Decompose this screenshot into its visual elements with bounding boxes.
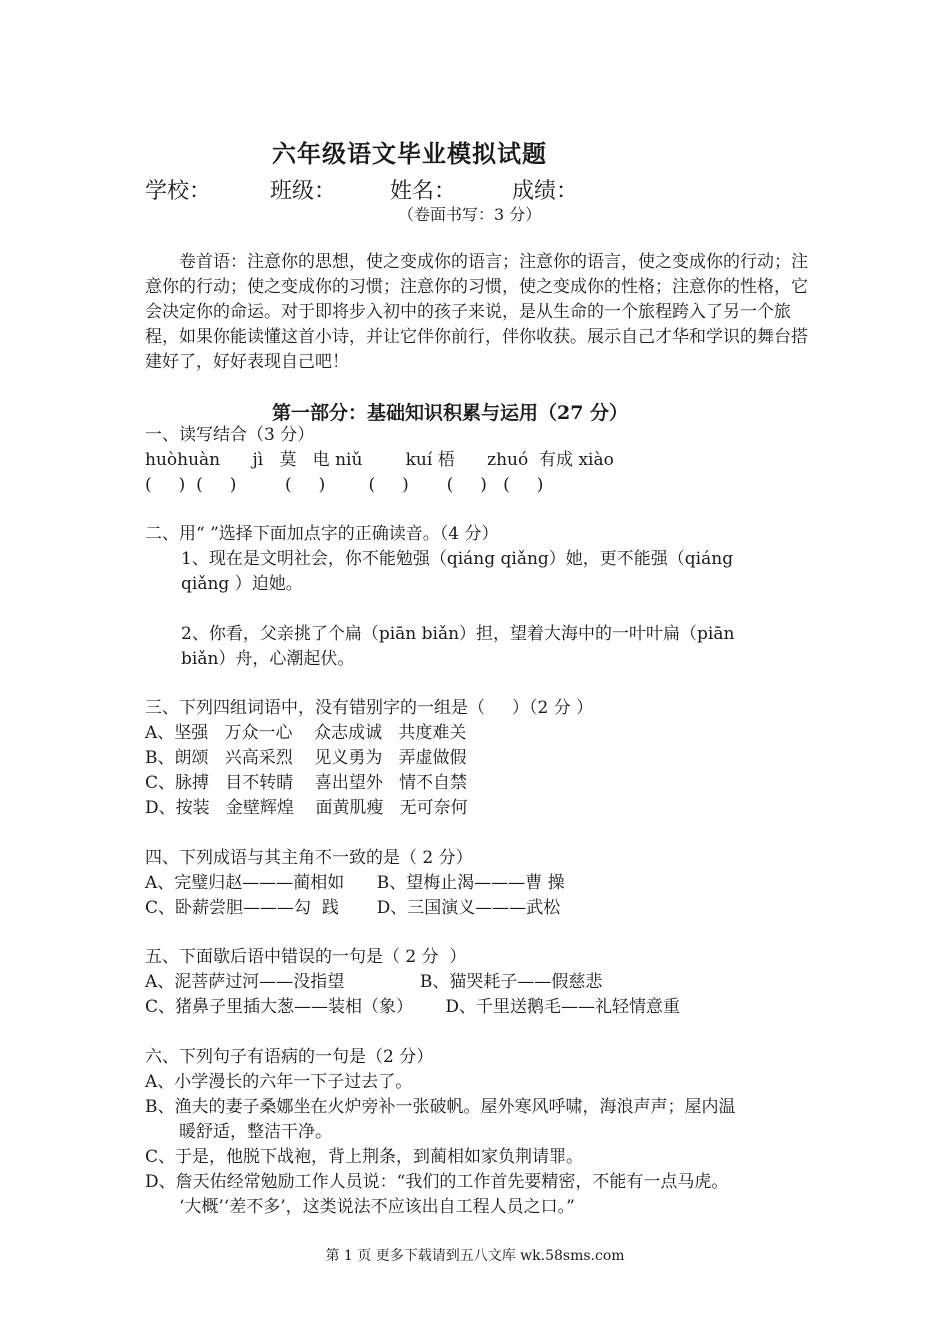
page-footer: 第 1 页 更多下载请到五八文库 wk.58sms.com [325,1248,625,1264]
name-label: 姓名： [390,179,457,204]
q4-options-cd: C、卧薪尝胆———勾 践 D、三国演义———武松 [145,898,561,918]
q6-title: 六、下列句子有语病的一句是（2 分） [145,1047,434,1067]
q6-option-b-cont: 暖舒适，整洁干净。 [179,1122,332,1142]
q1-title: 一、读写结合（3 分） [145,425,315,445]
q4-options-ab: A、完璧归赵———蔺相如 B、望梅止渴———曹 操 [145,873,565,893]
section-heading: 第一部分：基础知识积累与运用（27 分） [272,402,629,424]
q4-title: 四、下列成语与其主角不一致的是（ 2 分） [145,848,473,868]
q2-sentence-1-cont: qiǎng ）迫她。 [181,574,303,594]
q5-title: 五、下面歇后语中错误的一句是（ 2 分 ） [145,947,467,967]
q3-option-b: B、朗颂 兴高采烈 见义勇为 弄虚做假 [145,748,467,768]
q3-option-d: D、按装 金壁辉煌 面黄肌瘦 无可奈何 [145,798,468,818]
q1-pinyin-line: huòhuàn jì 莫 电 niǔ kuí 梧 zhuó 有成 xiào [145,450,614,470]
q6-option-d: D、詹天佑经常勉励工作人员说：“我们的工作首先要精密，不能有一点马虎。 [145,1172,729,1192]
q2-title: 二、用“ ”选择下面加点字的正确读音。（4 分） [145,524,499,544]
intro-paragraph [145,250,810,375]
class-label: 班级： [270,179,337,204]
handwriting-note: （卷面书写：3 分） [398,205,542,224]
q2-sentence-2: 2、你看，父亲挑了个扁（piān biǎn）担，望着大海中的一叶叶扁（piān [181,624,735,644]
score-label: 成绩： [512,179,579,204]
q6-option-d-cont: ‘大概’‘差不多’，这类说法不应该出自工程人员之口。” [179,1197,575,1217]
school-label: 学校： [145,179,212,204]
q3-option-a: A、坚强 万众一心 众志成诚 共度难关 [145,723,467,743]
q5-options-cd: C、猪鼻子里插大葱——装相（象） D、千里送鹅毛——礼轻情意重 [145,997,681,1017]
q3-title: 三、下列四组词语中，没有错别字的一组是（ ）（2 分 ） [145,698,594,718]
q3-option-c: C、脉搏 目不转睛 喜出望外 情不自禁 [145,773,468,793]
q2-sentence-1: 1、现在是文明社会，你不能勉强（qiáng qiǎng）她，更不能强（qiáng [181,549,734,569]
q6-option-c: C、于是，他脱下战袍，背上荆条，到蔺相如家负荆请罪。 [145,1147,584,1167]
q2-sentence-2-cont: biǎn）舟，心潮起伏。 [181,649,355,669]
exam-title: 六年级语文毕业模拟试题 [272,139,547,168]
q1-blank-line: ( ) ( ) ( ) ( ) ( ) ( ) [145,475,544,495]
intro-text: 卷首语：注意你的思想，使之变成你的语言；注意你的语言，使之变成你的行动；注意你的行动；使之变成你的习惯；注意你的习惯，使之变成你的性格；注意你的性格，它会决定你的命运。对于即将步入初中的孩子来说，是从生命的一个旅程跨入了另一个旅程，如果你能读懂这首小诗，并让它伴你前行，伴你收获。展示自己才华和学识的舞台搭建好了，好好表现自己吧！ [145,252,808,372]
q5-options-ab: A、泥菩萨过河——没指望 B、猫哭耗子——假慈悲 [145,972,603,992]
q6-option-a: A、小学漫长的六年一下子过去了。 [145,1072,413,1092]
q6-option-b: B、渔夫的妻子桑娜坐在火炉旁补一张破帆。屋外寒风呼啸，海浪声声；屋内温 [145,1097,736,1117]
